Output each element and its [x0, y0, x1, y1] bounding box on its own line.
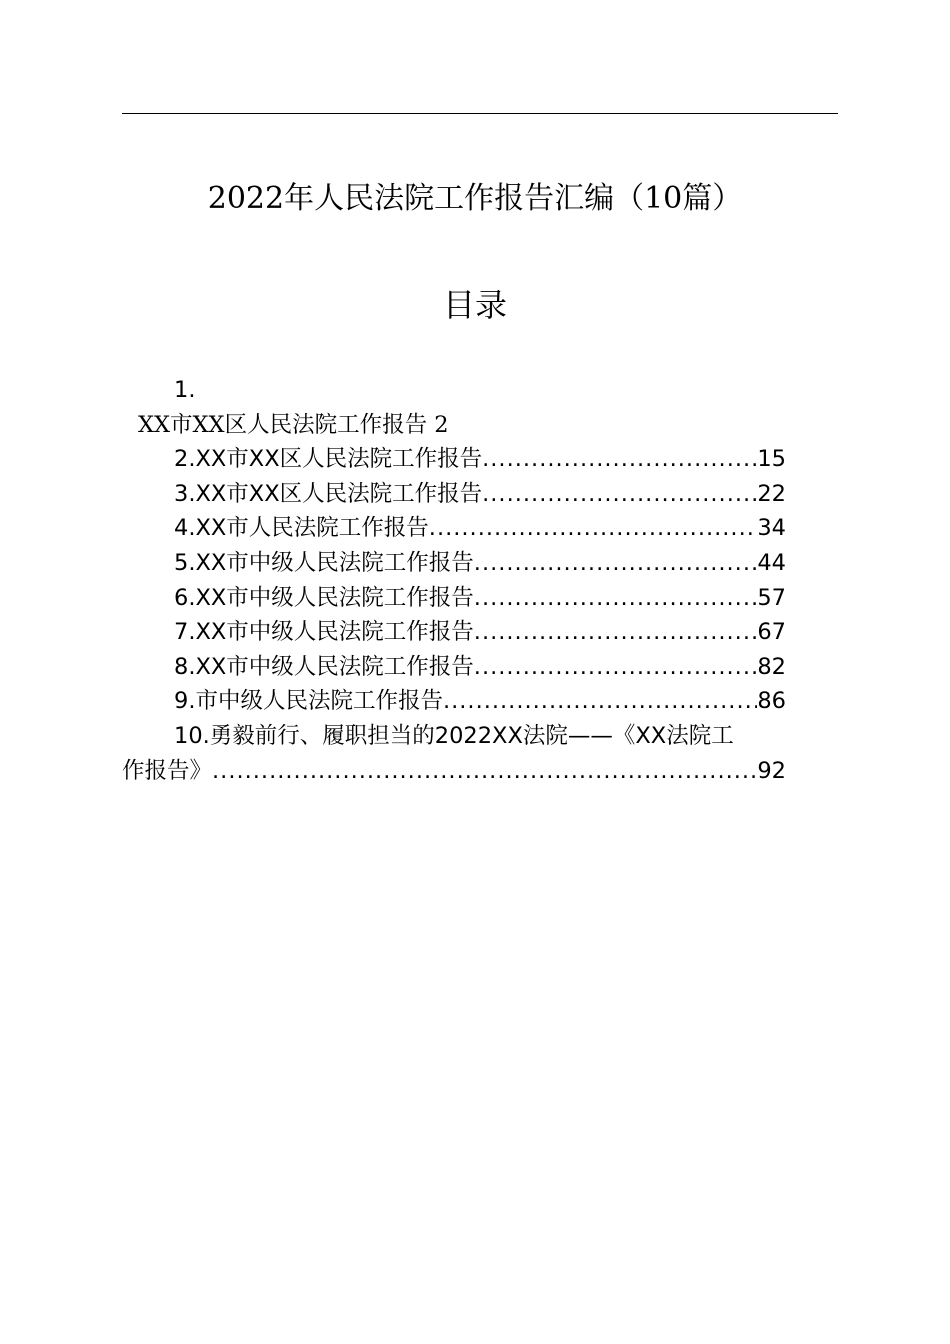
toc-entry-page: 67 [757, 619, 786, 645]
toc-entry-label: 8.XX市中级人民法院工作报告 [174, 654, 474, 680]
toc-entry-label: 3.XX市XX区人民法院工作报告 [174, 481, 483, 507]
toc-entry[interactable] [174, 479, 786, 509]
toc-leader-dots [429, 513, 758, 543]
toc-entry[interactable] [174, 444, 786, 474]
toc-entry[interactable] [174, 652, 786, 682]
header-rule [122, 113, 838, 114]
toc-entry[interactable] [174, 548, 786, 578]
toc-leader-dots [474, 583, 758, 613]
toc-entry[interactable] [174, 617, 786, 647]
toc-entry-page: 57 [757, 585, 786, 611]
toc-entry-1-number[interactable]: 1. [174, 377, 196, 403]
document-title: 2022年人民法院工作报告汇编（10篇） [207, 181, 743, 216]
toc-leader-dots [443, 686, 757, 716]
toc-entry[interactable] [174, 513, 786, 543]
toc-entry-page: 44 [757, 550, 786, 576]
toc-leader-dots [482, 479, 757, 509]
toc-entry-label: 4.XX市人民法院工作报告 [174, 515, 429, 541]
toc-entry-label: 6.XX市中级人民法院工作报告 [174, 585, 474, 611]
toc-entry-1-label[interactable]: XX市XX区人民法院工作报告 2 [138, 412, 449, 438]
toc-entry-label: 2.XX市XX区人民法院工作报告 [174, 446, 483, 472]
toc-entry[interactable] [174, 583, 786, 613]
toc-entry-10-line1[interactable]: 10.勇毅前行、履职担当的2022XX法院——《XX法院工 [174, 723, 734, 749]
toc-entry[interactable] [174, 686, 786, 716]
toc-leader-dots [474, 652, 758, 682]
toc-entry-label: 作报告》 [122, 758, 213, 784]
toc-entry-label: 7.XX市中级人民法院工作报告 [174, 619, 474, 645]
toc-entry-label: 5.XX市中级人民法院工作报告 [174, 550, 474, 576]
toc-entry-page: 92 [757, 758, 786, 784]
toc-entry-page: 34 [757, 515, 786, 541]
toc-entry-page: 82 [757, 654, 786, 680]
toc-entry-page: 15 [757, 446, 786, 472]
toc-entry-page: 86 [757, 688, 786, 714]
toc-leader-dots [212, 756, 757, 786]
toc-leader-dots [474, 548, 758, 578]
toc-entry-label: 9.市中级人民法院工作报告 [174, 688, 443, 714]
toc-leader-dots [482, 444, 757, 474]
toc-heading: 目录 [442, 286, 507, 324]
toc-leader-dots [474, 617, 758, 647]
toc-entry-page: 22 [757, 481, 786, 507]
toc-entry-10-line2[interactable] [122, 756, 786, 786]
